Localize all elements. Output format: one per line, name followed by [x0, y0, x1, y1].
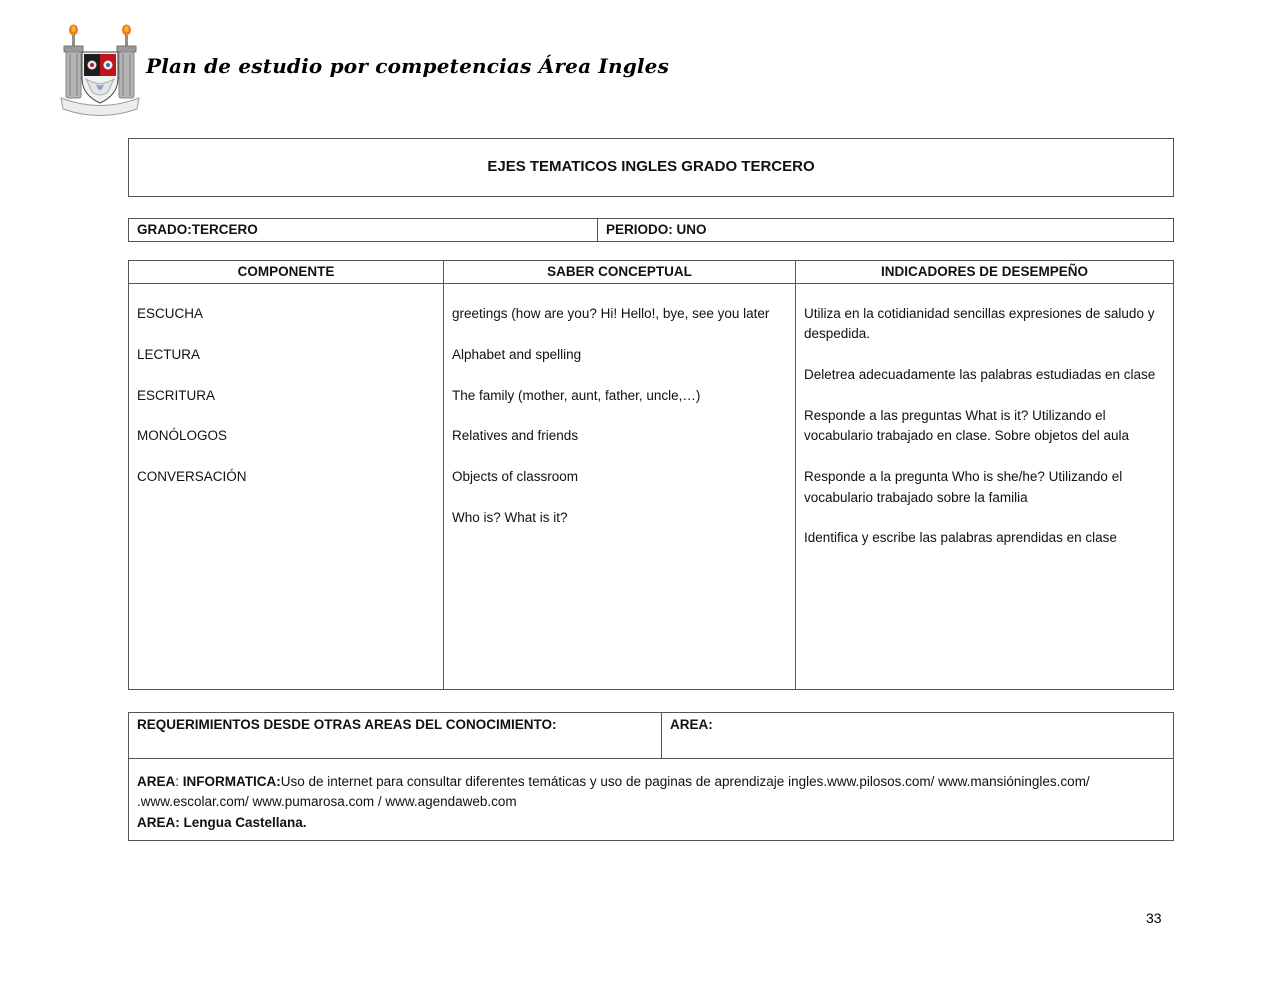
- componente-column: [129, 284, 444, 689]
- saber-item: Objects of classroom: [452, 469, 579, 485]
- area-label: AREA: [137, 774, 176, 789]
- grade-period-table: [128, 218, 1174, 242]
- saber-item: greetings (how are you? Hi! Hello!, bye, see you later: [452, 306, 770, 321]
- requirements-body-cell: [129, 759, 1173, 840]
- school-crest-logo-svg: [56, 24, 144, 122]
- informatica-text: Uso de internet para consultar diferentes temáticas y uso de paginas de aprendizaje ingles.www.pilosos.com/ www.mansióningles.com/ .www.escolar.com/ www.pumarosa.com / www.agendaweb.com: [137, 774, 1090, 810]
- document-header-title: Plan de estudio por competencias Área Ingles: [146, 54, 670, 78]
- indicador-item: Responde a la pregunta Who is she/he? Utilizando el vocabulario trabajado sobre la familia: [804, 469, 1123, 505]
- indicador-item: Utiliza en la cotidianidad sencillas expresiones de saludo y despedida.: [804, 306, 1155, 342]
- componente-item: CONVERSACIÓN: [137, 469, 247, 485]
- saber-item: Relatives and friends: [452, 428, 579, 444]
- saber-item: Who is? What is it?: [452, 509, 568, 525]
- indicador-item: Deletrea adecuadamente las palabras estudiadas en clase: [804, 367, 1156, 383]
- componente-item: ESCUCHA: [137, 306, 204, 321]
- requerimientos-header-cell: REQUERIMIENTOS DESDE OTRAS AREAS DEL CONOCIMIENTO:: [129, 713, 662, 758]
- grado-cell: GRADO:TERCERO: [129, 219, 598, 241]
- indicadores-column: [796, 284, 1173, 689]
- periodo-cell: PERIODO: UNO: [606, 221, 707, 237]
- header-saber-conceptual: SABER CONCEPTUAL: [444, 261, 796, 283]
- saber-conceptual-column: [444, 284, 796, 689]
- requirements-table: [128, 712, 1174, 841]
- main-table: [128, 260, 1174, 690]
- title-table: [128, 138, 1174, 197]
- area-separator: :: [175, 774, 183, 789]
- main-table-header-row: [129, 261, 1173, 284]
- page-number: 33: [1146, 910, 1162, 926]
- area-header-cell: AREA:: [670, 717, 713, 732]
- indicador-item: Responde a las preguntas What is it? Utilizando el vocabulario trabajado en clase. Sobre objetos del aula: [804, 408, 1129, 444]
- indicador-item: Identifica y escribe las palabras aprendidas en clase: [804, 530, 1117, 546]
- componente-item: LECTURA: [137, 346, 201, 362]
- header-componente: COMPONENTE: [129, 261, 444, 283]
- componente-item: MONÓLOGOS: [137, 428, 228, 444]
- school-crest-logo: [56, 24, 144, 128]
- header-indicadores: INDICADORES DE DESEMPEÑO: [880, 263, 1089, 279]
- saber-item: The family (mother, aunt, father, uncle,…): [452, 387, 701, 403]
- requirements-header-row: [129, 713, 1173, 759]
- document-title: EJES TEMATICOS INGLES GRADO TERCERO: [487, 158, 815, 176]
- main-table-body-row: [129, 284, 1173, 689]
- componente-item: ESCRITURA: [137, 387, 216, 403]
- informatica-label: INFORMATICA:: [182, 774, 281, 789]
- saber-item: Alphabet and spelling: [452, 346, 582, 362]
- lengua-castellana-line: AREA: Lengua Castellana.: [137, 814, 307, 830]
- informatica-paragraph: [137, 772, 1165, 813]
